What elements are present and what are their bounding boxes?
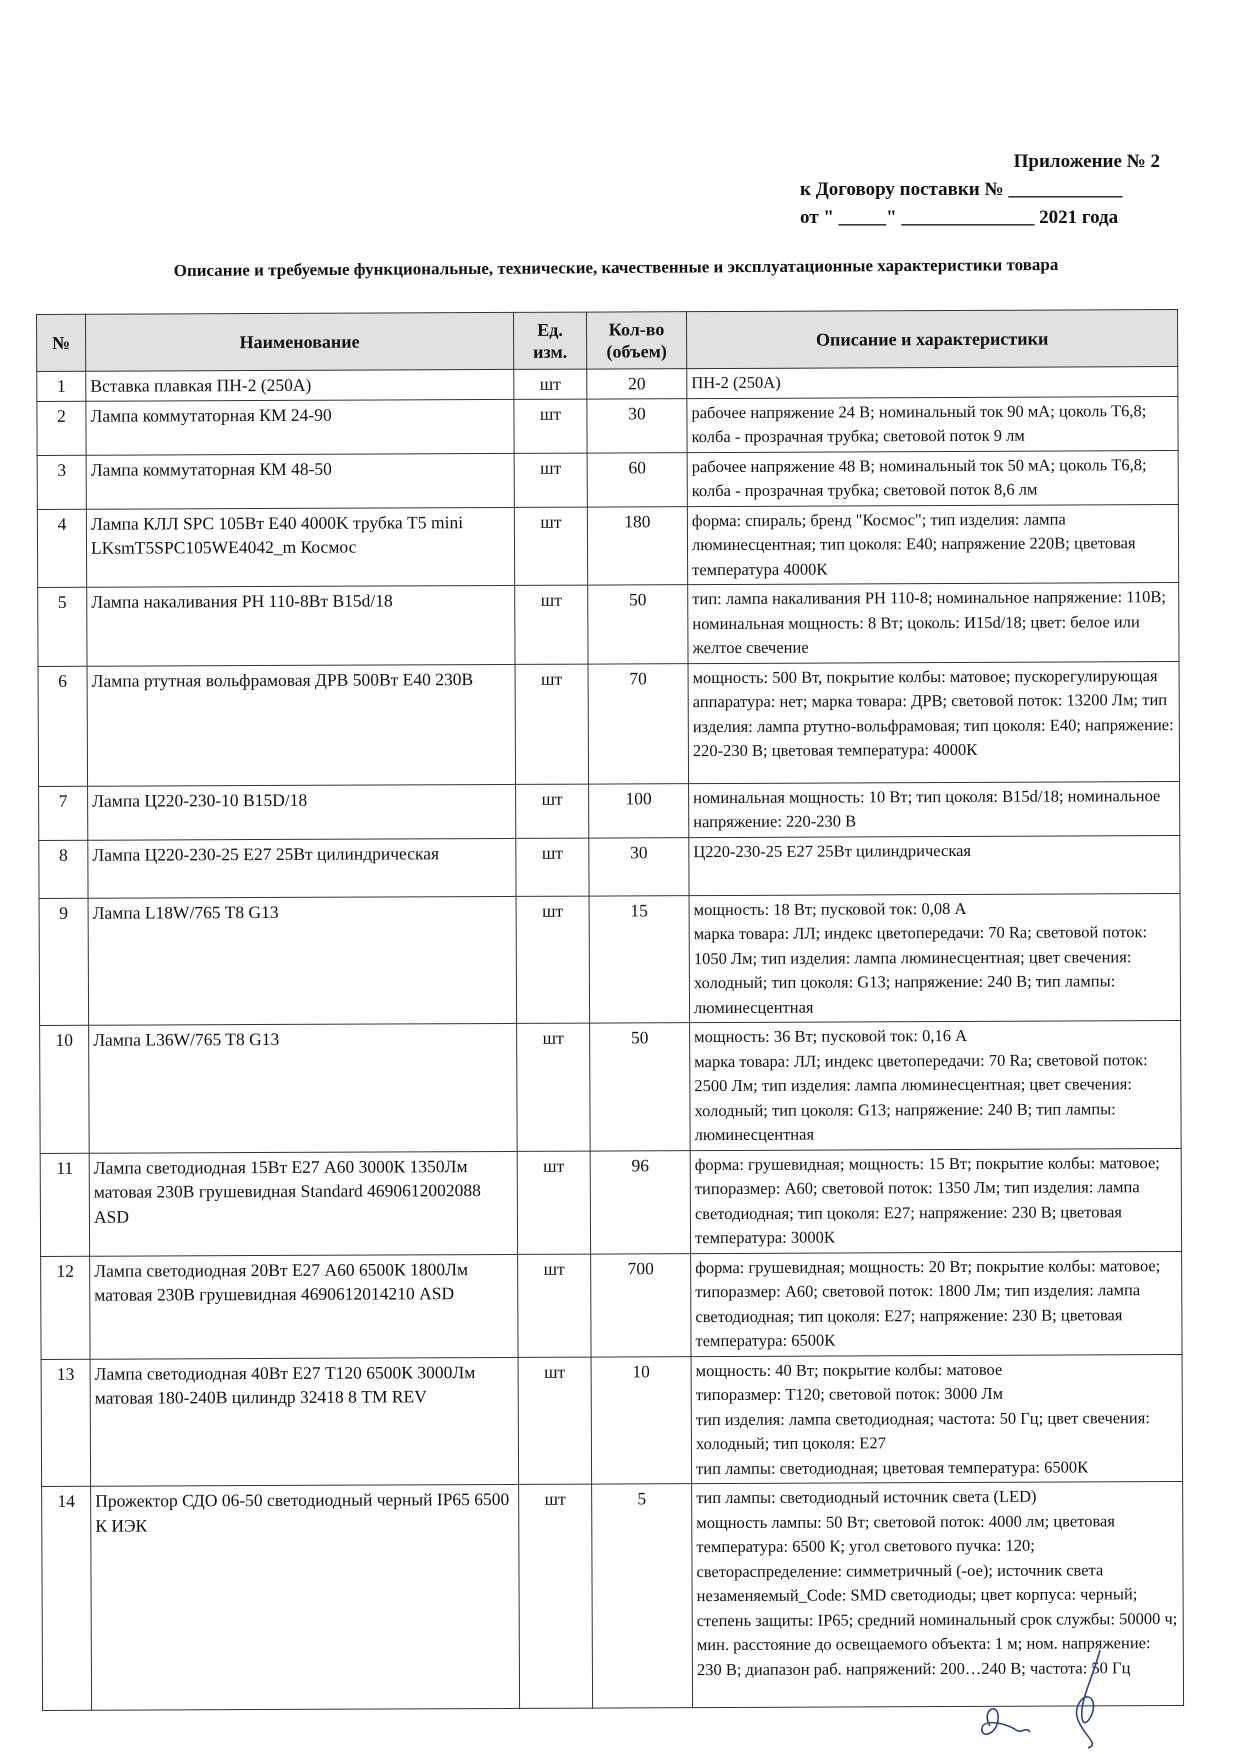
item-name: Лампа КЛЛ SPC 105Вт E40 4000K трубка T5 mini LKsmT5SPC105WE4042_m Космос	[86, 507, 514, 587]
item-description: ПН-2 (250А)	[687, 367, 1178, 399]
row-number: 14	[42, 1486, 92, 1710]
quantity: 70	[588, 663, 689, 783]
item-name: Лампа L18W/765 T8 G13	[88, 896, 517, 1025]
unit-of-measure: шт	[514, 399, 587, 453]
table-row	[38, 661, 1180, 786]
item-description: Ц220-230-25 Е27 25Вт цилиндрическая	[689, 835, 1180, 895]
table-header-row	[37, 310, 1178, 372]
row-number: 9	[39, 898, 89, 1026]
item-name: Лампа коммутаторная КМ 48-50	[86, 453, 514, 509]
row-number: 13	[41, 1359, 91, 1487]
signature-1	[982, 1709, 1030, 1734]
handwritten-signatures	[960, 1640, 1160, 1750]
row-number: 8	[39, 840, 88, 898]
item-name: Лампа ртутная вольфрамовая ДРВ 500Вт Е40 230В	[87, 664, 516, 786]
item-name: Лампа светодиодная 20Вт Е27 А60 6500К 1800Лм матовая 230В грушевидная 4690612014210 ASD	[90, 1254, 518, 1359]
item-name: Лампа светодиодная 15Вт Е27 А60 3000К 1350Лм матовая 230В грушевидная Standard 4690612002088 ASD	[89, 1151, 517, 1256]
row-number: 4	[37, 509, 86, 588]
item-description: форма: спираль; бренд "Космос"; тип изделия: лампа люминесцентная; тип цоколя: Е40; напряжение 220В; цветовая температура 4000К	[687, 504, 1178, 585]
quantity: 50	[588, 585, 688, 664]
specification-table	[36, 309, 1184, 1711]
row-number: 7	[39, 786, 88, 840]
column-header-no: №	[37, 314, 86, 371]
row-number: 12	[41, 1256, 90, 1359]
table-row	[40, 1021, 1182, 1153]
row-number: 5	[38, 587, 87, 666]
unit-of-measure: шт	[519, 1484, 593, 1708]
item-description: мощность: 40 Вт; покрытие колбы: матовое типоразмер: Т120; световой поток: 3000 Лм тип изделия: лампа светодиодная; частота: 50 Гц; цвет свечения: холодный; тип цоколя: Е27 тип лампы: светодиодная; цветовая температура: 6500К	[691, 1354, 1183, 1484]
item-description: номинальная мощность: 10 Вт; тип цоколя: В15d/18; номинальное напряжение: 220-230 В	[689, 781, 1180, 837]
unit-of-measure: шт	[518, 1357, 592, 1485]
item-name: Лампа Ц220-230-25 Е27 25Вт цилиндрическая	[88, 838, 516, 898]
column-header-name: Наименование	[86, 312, 514, 371]
appendix-number: Приложение № 2	[1013, 151, 1160, 172]
item-name: Лампа L36W/765 T8 G13	[89, 1023, 518, 1152]
quantity: 30	[587, 398, 687, 452]
table-row	[39, 781, 1180, 840]
row-number: 2	[37, 401, 86, 455]
item-description: форма: грушевидная; мощность: 20 Вт; покрытие колбы: матовое; типоразмер: А60; световой поток: 1800 Лм; тип изделия: лампа светодиодная; тип цоколя: Е27; напряжение: 230 В; цветовая температура: 6500К	[691, 1251, 1182, 1356]
row-number: 1	[37, 371, 86, 401]
item-name: Лампа накаливания РН 110-8Вт В15d/18	[87, 585, 515, 665]
row-number: 6	[38, 666, 88, 786]
unit-of-measure: шт	[515, 585, 588, 664]
row-number: 11	[40, 1153, 89, 1256]
column-header-qty: Кол-во (объем)	[586, 312, 686, 369]
item-description: мощность: 18 Вт; пусковой ток: 0,08 А марка товара: ЛЛ; индекс цветопередачи: 70 Ra; световой поток: 1050 Лм; тип изделия: лампа люминесцентная; цвет свечения: холодный; тип цоколя: G13; напряжение: 240 В; тип лампы: люминесцентная	[689, 893, 1181, 1023]
column-header-description: Описание и характеристики	[686, 310, 1177, 369]
item-description: рабочее напряжение 48 В; номинальный ток 50 мА; цоколь Т6,8; колба - прозрачная трубка; световой поток 8,6 лм	[687, 450, 1178, 506]
quantity: 20	[587, 369, 687, 399]
table-row	[41, 1354, 1183, 1486]
document-title: Описание и требуемые функциональные, технические, качественные и эксплуатационные характеристики товара	[173, 254, 1059, 281]
unit-of-measure: шт	[515, 664, 589, 784]
quantity: 5	[592, 1484, 693, 1708]
unit-of-measure: шт	[518, 1254, 591, 1357]
item-name: Вставка плавкая ПН-2 (250А)	[86, 369, 514, 400]
column-header-unit: Ед. изм.	[513, 312, 586, 369]
item-description: мощность: 500 Вт, покрытие колбы: матовое; пускорегулирующая аппаратура: нет; марка товара: ДРВ; световой поток: 13200 Лм; тип изделия: лампа ртутно-вольфрамовая; тип цоколя: Е40; напряжение: 220-230 В; цветовая температура: 4000К	[688, 661, 1180, 783]
table-row	[41, 1251, 1182, 1359]
contract-date: от " _____" ______________ 2021 года	[800, 207, 1119, 228]
item-name: Лампа светодиодная 40Вт Е27 Т120 6500К 3000Лм матовая 180-240В цилиндр 32418 8 TM REV	[90, 1357, 519, 1486]
unit-of-measure: шт	[514, 453, 587, 507]
item-name: Лампа Ц220-230-10 В15D/18	[88, 784, 516, 840]
row-number: 3	[37, 455, 86, 509]
item-description: мощность: 36 Вт; пусковой ток: 0,16 А марка товара: ЛЛ; индекс цветопередачи: 70 Ra; световой поток: 2500 Лм; тип изделия: лампа люминесцентная; цвет свечения: холодный; тип цоколя: G13; напряжение: 240 В; тип лампы: люминесцентная	[690, 1021, 1182, 1151]
signature-2	[1077, 1650, 1100, 1748]
table-body	[37, 367, 1184, 1711]
quantity: 180	[587, 506, 687, 585]
quantity: 60	[587, 452, 687, 506]
quantity: 15	[589, 895, 690, 1023]
unit-of-measure: шт	[516, 896, 590, 1024]
quantity: 100	[589, 783, 689, 837]
item-name: Лампа коммутаторная КМ 24-90	[86, 399, 514, 455]
unit-of-measure: шт	[516, 784, 589, 838]
table-row	[37, 396, 1178, 455]
appendix-header	[780, 148, 1160, 232]
item-name: Прожектор СДО 06-50 светодиодный черный IP65 6500 К ИЭК	[91, 1484, 520, 1710]
contract-reference: к Договору поставки № ____________	[800, 179, 1123, 200]
table-row	[37, 504, 1178, 587]
row-number: 10	[40, 1025, 90, 1153]
table-row	[40, 1148, 1181, 1256]
unit-of-measure: шт	[517, 1151, 590, 1254]
quantity: 10	[591, 1356, 692, 1484]
unit-of-measure: шт	[514, 507, 587, 586]
table-row	[39, 835, 1180, 898]
quantity: 30	[589, 837, 689, 895]
item-description: рабочее напряжение 24 В; номинальный ток 90 мА; цоколь Т6,8; колба - прозрачная трубка; световой поток 9 лм	[687, 396, 1178, 452]
item-description: тип: лампа накаливания РН 110-8; номинальное напряжение: 110В; номинальная мощность: 8 Вт; цоколь: И15d/18; цвет: белое или желтое свечение	[688, 583, 1179, 664]
item-description: форма: грушевидная; мощность: 15 Вт; покрытие колбы: матовое; типоразмер: А60; световой поток: 1350 Лм; тип изделия: лампа светодиодная; тип цоколя: Е27; напряжение: 230 В; цветовая температура: 3000К	[690, 1148, 1181, 1253]
unit-of-measure: шт	[516, 838, 589, 896]
item-description: тип лампы: светодиодный источник света (LED) мощность лампы: 50 Вт; световой поток: 4000 лм; цветовая температура: 6500 К; угол светового пучка: 120; светораспределение: симметричный (-ое); источник света незаменяемый_Code: SMD светодиоды; цвет корпуса: черный; степень защиты: IP65; средний номинальный срок службы: 50000 ч; мин. расстояние до освещаемого объекта: 1 м; ном. напряжение: 230 В; диапазон раб. напряжений: 200…240 В; частота: 50 Гц	[692, 1482, 1184, 1708]
quantity: 96	[590, 1150, 690, 1253]
unit-of-measure: шт	[514, 369, 587, 399]
quantity: 700	[591, 1253, 691, 1356]
quantity: 50	[590, 1023, 691, 1151]
table-row	[37, 450, 1178, 509]
table-row	[39, 893, 1181, 1025]
table-row	[38, 583, 1179, 666]
unit-of-measure: шт	[517, 1023, 591, 1151]
